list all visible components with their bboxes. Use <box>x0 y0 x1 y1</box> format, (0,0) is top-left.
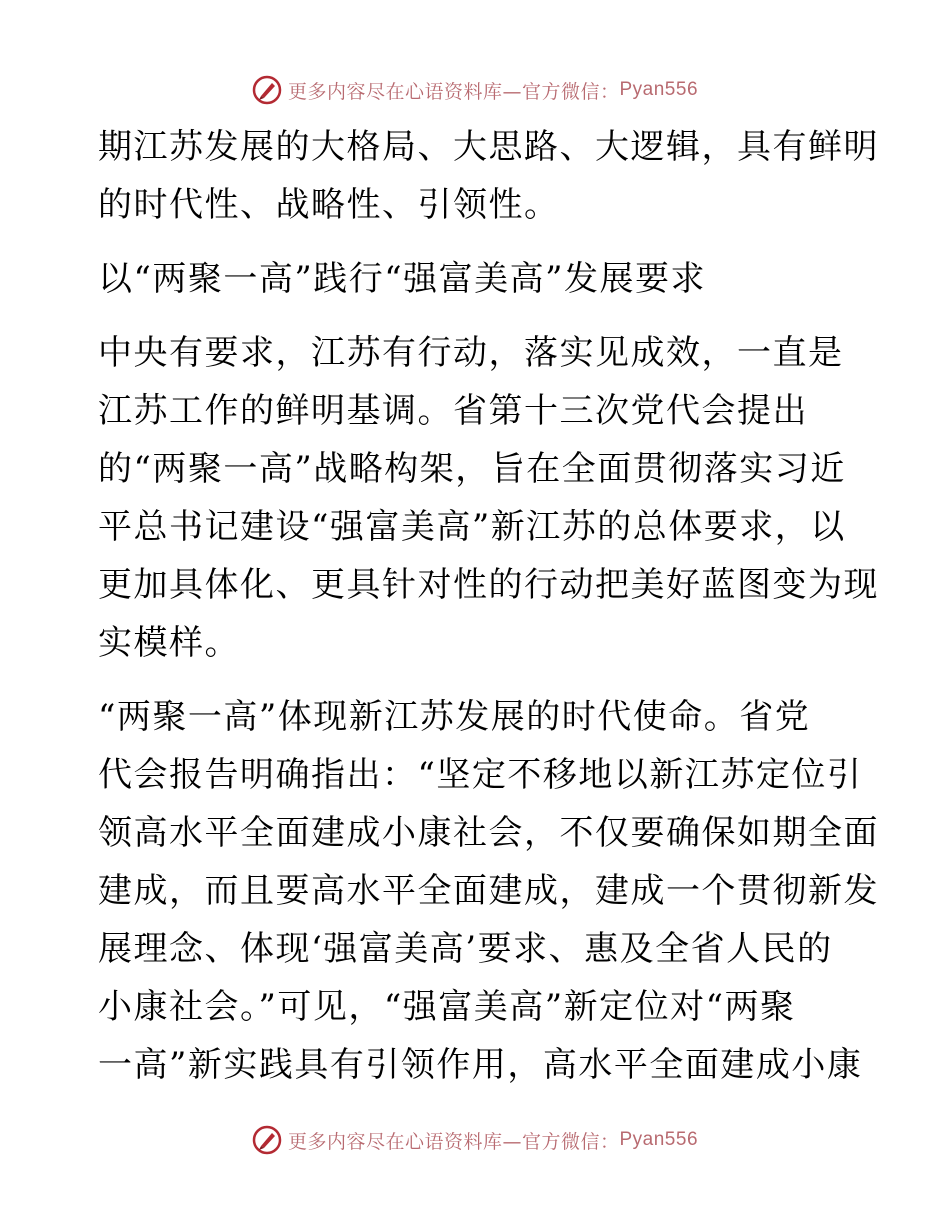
text-line: 小康社会。”可见，“强富美高”新定位对“两聚 <box>98 987 796 1027</box>
text-line: 中央有要求，江苏有行动，落实见成效，一直是 <box>98 333 844 373</box>
text-line: 平总书记建设“强富美高”新江苏的总体要求，以 <box>98 507 846 547</box>
text-line: “两聚一高”体现新江苏发展的时代使命。省党 <box>98 697 811 737</box>
text-line: 领高水平全面建成小康社会，不仅要确保如期全面 <box>98 813 879 853</box>
text-line: 的“两聚一高”战略构架，旨在全面贯彻落实习近 <box>98 449 846 489</box>
watermark-text: 更多内容尽在心语资料库—官方微信： <box>287 1130 620 1153</box>
watermark-text: 更多内容尽在心语资料库—官方微信： <box>287 80 620 103</box>
text-line: 代会报告明确指出：“坚定不移地以新江苏定位引 <box>98 755 863 795</box>
pen-logo-icon <box>252 1125 282 1155</box>
text-line: 展理念、体现‘强富美高’要求、惠及全省人民的 <box>98 929 833 969</box>
watermark-wechat-id: Pyan556 <box>619 1129 699 1150</box>
section-heading: 以“两聚一高”践行“强富美高”发展要求 <box>98 259 707 299</box>
footer-watermark <box>0 1120 950 1160</box>
text-line: 建成，而且要高水平全面建成，建成一个贯彻新发 <box>98 871 879 911</box>
text-line: 的时代性、战略性、引领性。 <box>98 185 560 225</box>
header-watermark <box>0 70 950 110</box>
pen-logo-icon <box>252 75 282 105</box>
text-line: 期江苏发展的大格局、大思路、大逻辑，具有鲜明 <box>98 127 879 167</box>
watermark-wechat-id: Pyan556 <box>619 79 699 100</box>
text-line: 更加具体化、更具针对性的行动把美好蓝图变为现 <box>98 565 879 605</box>
text-line: 江苏工作的鲜明基调。省第十三次党代会提出 <box>98 391 808 431</box>
text-line: 实模样。 <box>98 623 240 663</box>
text-line: 一高”新实践具有引领作用，高水平全面建成小康 <box>98 1045 863 1085</box>
